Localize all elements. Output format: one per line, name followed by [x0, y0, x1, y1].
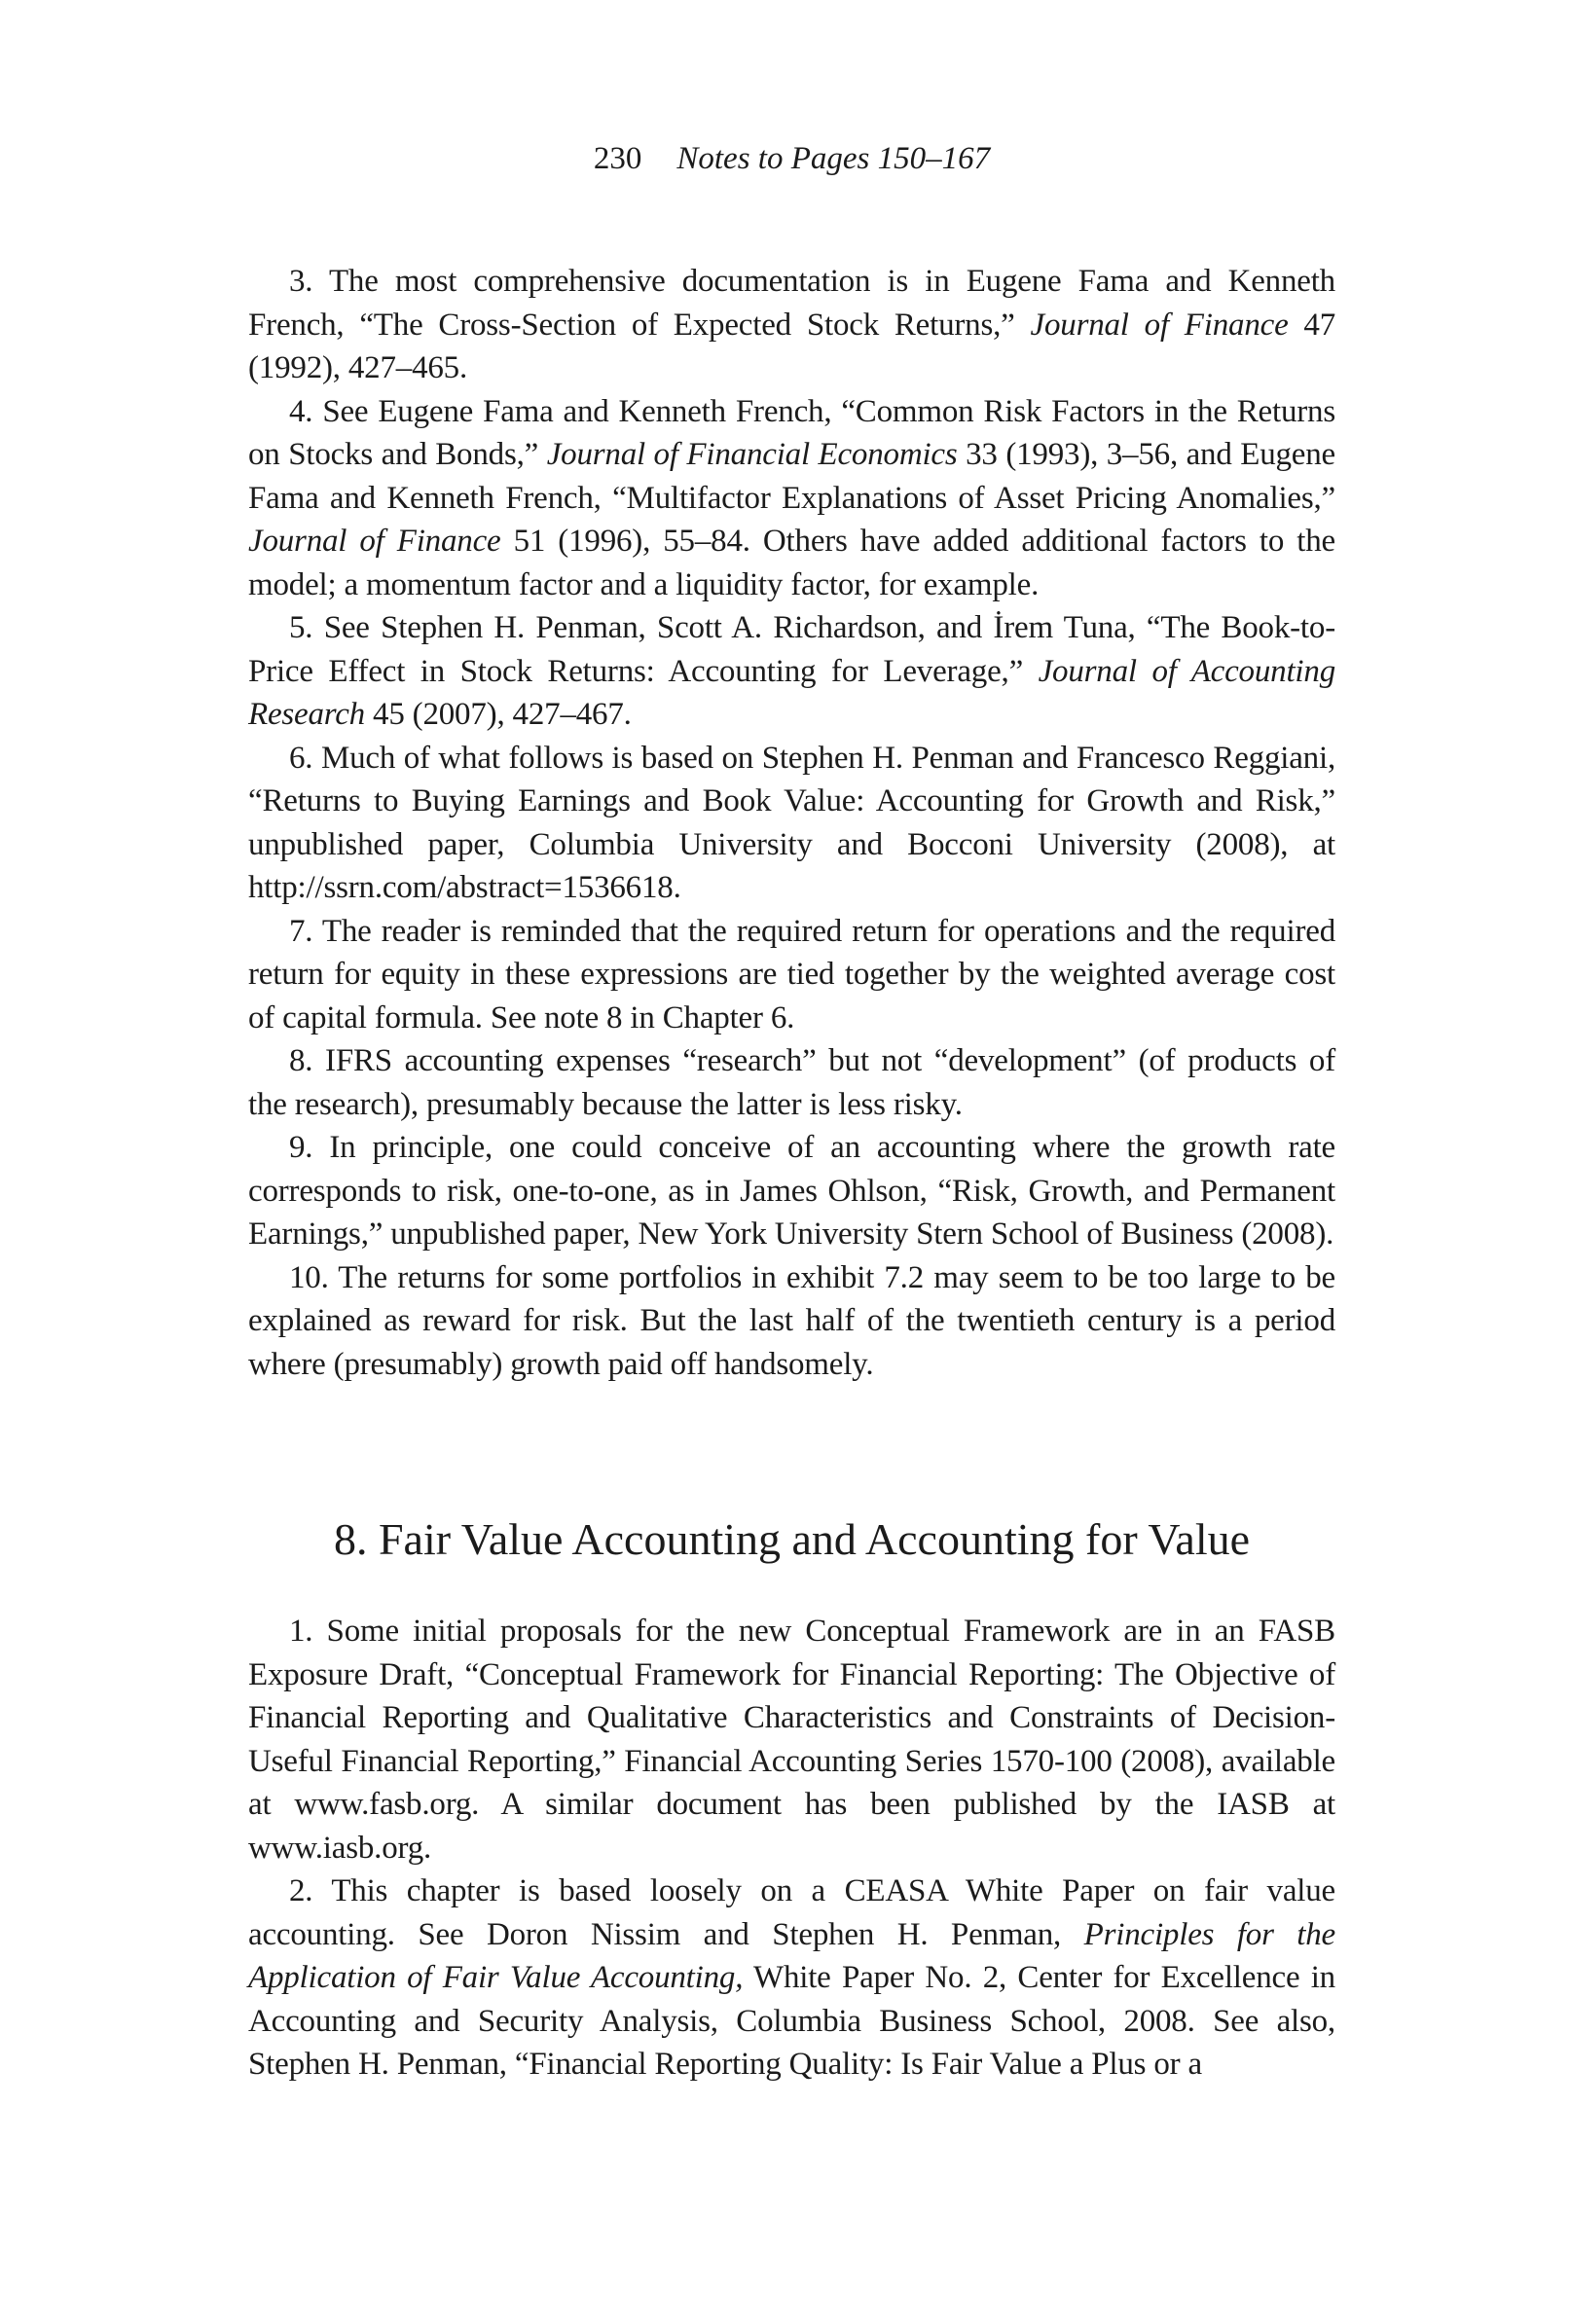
notes-section-chapter-8 — [248, 1610, 1335, 2087]
endnote — [248, 1039, 1335, 1126]
note-text: 8. IFRS accounting expenses “research” but not “development” (of products of the research), presumably because the latter is less risky. — [248, 1043, 1335, 1122]
note-text: 51 (1996), 55–84. Others have added additional factors to the model; a momentum factor and a liquidity factor, for example. — [248, 524, 1335, 602]
note-text: 3. The most comprehensive documentation is in Eugene Fama and Kenneth French, “The Cross-Section of Expected Stock Returns,” — [248, 264, 1335, 343]
endnote — [248, 1126, 1335, 1256]
notes-section-pages-150-167 — [248, 260, 1335, 1386]
note-text: 1. Some initial proposals for the new Conceptual Framework are in an FASB Exposure Draft, “Conceptual Framework for Financial Reporting: The Objective of Financial Reporting and Qualitative Characteristics and Constraints of Decision-Useful Financial Reporting,” Financial Accounting Series 1570-100 (2008), available at www.fasb.org. A similar document has been published by the IASB at www.iasb.org. — [248, 1614, 1335, 1866]
endnote — [248, 1610, 1335, 1870]
note-text: 5. See Stephen H. Penman, Scott A. Richardson, and İrem Tuna, “The Book-to-Price Effect in Stock Returns: Accounting for Leverage,” — [248, 610, 1335, 689]
running-header — [248, 137, 1335, 180]
endnote — [248, 910, 1335, 1040]
cited-work-title: Journal of Financial Economics — [546, 437, 958, 472]
note-text: 9. In principle, one could conceive of an accounting where the growth rate corresponds to risk, one-to-one, as in James Ohlson, “Risk, Growth, and Permanent Earnings,” unpublished paper, New York University Stern School of Business (2008). — [248, 1130, 1335, 1252]
note-text: 6. Much of what follows is based on Stephen H. Penman and Francesco Reggiani, “Returns to Buying Earnings and Book Value: Accounting for Growth and Risk,” unpublished paper, Columbia University and Bocconi University (2008), at http://ssrn.com/abstract=1536618. — [248, 740, 1335, 905]
endnote — [248, 737, 1335, 910]
note-text: 47 (1992), 427–465. — [248, 307, 1335, 385]
endnote — [248, 1256, 1335, 1387]
cited-work-title: Journal of Finance — [248, 524, 501, 559]
endnote — [248, 390, 1335, 607]
cited-work-title: Principles for the Application of Fair Value Accounting, — [248, 1916, 1335, 1995]
note-text: 7. The reader is reminded that the required return for operations and the required return for equity in these expressions are tied together by the weighted average cost of capital formula. See note 8 in Chapter 6. — [248, 913, 1335, 1035]
note-text: 4. See Eugene Fama and Kenneth French, “Common Risk Factors in the Returns on Stocks and Bonds,” — [248, 393, 1335, 472]
endnote — [248, 260, 1335, 390]
note-text: 33 (1993), 3–56, and Eugene Fama and Kenneth French, “Multifactor Explanations of Asset Pricing Anomalies,” — [248, 437, 1335, 516]
note-text: 10. The returns for some portfolios in exhibit 7.2 may seem to be too large to be explained as reward for risk. But the last half of the twentieth century is a period where (presumably) growth paid off handsomely. — [248, 1259, 1335, 1382]
note-text: White Paper No. 2, Center for Excellence in Accounting and Security Analysis, Columbia Business School, 2008. See also, Stephen H. Penman, “Financial Reporting Quality: Is Fair Value a Plus or a — [248, 1960, 1335, 2082]
cited-work-title: Journal of Finance — [1030, 307, 1289, 343]
endnote — [248, 1870, 1335, 2087]
page-number: 230 — [593, 141, 642, 176]
note-text: 2. This chapter is based loosely on a CEASA White Paper on fair value accounting. See Doron Nissim and Stephen H. Penman, — [248, 1873, 1335, 1952]
endnote — [248, 606, 1335, 737]
chapter-notes-heading: 8. Fair Value Accounting and Accounting for Value — [333, 1514, 1251, 1564]
cited-work-title: Journal of Accounting Research — [248, 653, 1335, 732]
note-text: 45 (2007), 427–467. — [364, 697, 632, 732]
running-head-title: Notes to Pages 150–167 — [676, 141, 991, 176]
